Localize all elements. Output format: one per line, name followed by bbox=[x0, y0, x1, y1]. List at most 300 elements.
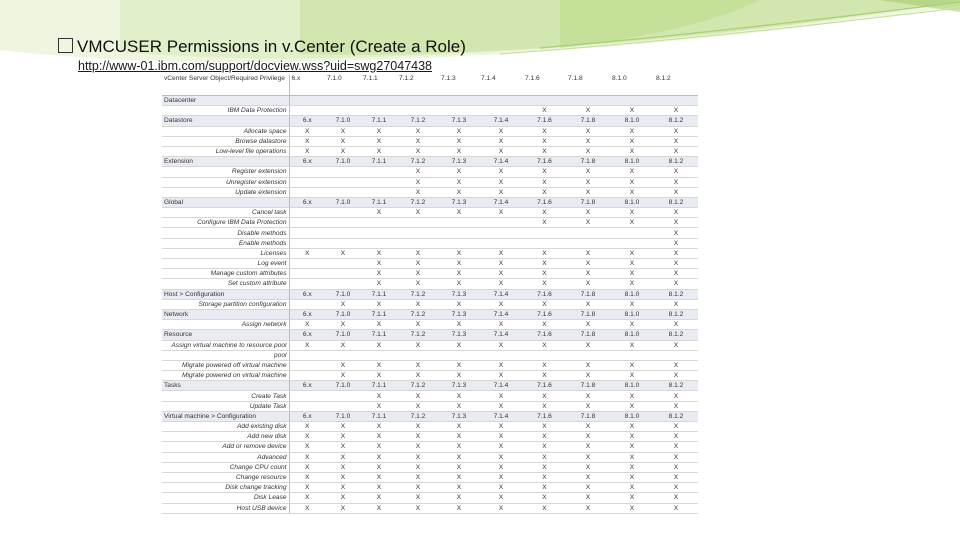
privilege-row bbox=[162, 218, 698, 228]
permissions-table bbox=[162, 75, 698, 514]
slide-title bbox=[58, 37, 466, 57]
permission-cell: X bbox=[439, 299, 479, 309]
permission-cell: 7.1.6 bbox=[523, 309, 566, 319]
permission-cell: 8.1.0 bbox=[610, 157, 654, 167]
permission-cell: X bbox=[479, 259, 523, 269]
permission-cell bbox=[566, 238, 610, 248]
permission-cell: X bbox=[523, 442, 566, 452]
permission-cell: X bbox=[610, 401, 654, 411]
permission-cell: X bbox=[361, 371, 397, 381]
permission-cell: X bbox=[566, 106, 610, 116]
privilege-row bbox=[162, 279, 698, 289]
permission-cell: X bbox=[361, 136, 397, 146]
permission-cell: X bbox=[523, 136, 566, 146]
permission-cell: X bbox=[523, 391, 566, 401]
privilege-name: Register extension bbox=[162, 167, 289, 177]
privilege-name: Storage partition configuration bbox=[162, 299, 289, 309]
permission-cell: X bbox=[610, 493, 654, 503]
permission-cell: 8.1.0 bbox=[610, 289, 654, 299]
permission-cell bbox=[325, 391, 361, 401]
permission-cell: X bbox=[654, 483, 698, 493]
category-row bbox=[162, 289, 698, 299]
permission-cell: X bbox=[654, 371, 698, 381]
permission-cell: 7.1.4 bbox=[479, 157, 523, 167]
permission-cell bbox=[289, 269, 325, 279]
permission-cell: X bbox=[361, 340, 397, 350]
permission-cell: X bbox=[654, 208, 698, 218]
permission-cell: X bbox=[439, 177, 479, 187]
permission-cell bbox=[361, 96, 397, 106]
privilege-row bbox=[162, 442, 698, 452]
permission-cell: X bbox=[397, 391, 439, 401]
permission-cell bbox=[361, 218, 397, 228]
permission-cell: 7.1.6 bbox=[523, 381, 566, 391]
permission-cell: 8.1.0 bbox=[610, 197, 654, 207]
privilege-name: Set custom attribute bbox=[162, 279, 289, 289]
permission-cell bbox=[397, 96, 439, 106]
permission-cell: X bbox=[654, 452, 698, 462]
category-row bbox=[162, 309, 698, 319]
permission-cell: X bbox=[523, 340, 566, 350]
permission-cell bbox=[439, 238, 479, 248]
permission-cell: 7.1.0 bbox=[325, 330, 361, 340]
version-header-cell: 7.1.0 bbox=[325, 75, 361, 96]
permission-cell: 7.1.8 bbox=[566, 411, 610, 421]
permission-cell: X bbox=[479, 462, 523, 472]
permission-cell: X bbox=[654, 218, 698, 228]
permission-cell: X bbox=[566, 340, 610, 350]
permission-cell: X bbox=[289, 483, 325, 493]
permission-cell: X bbox=[654, 228, 698, 238]
permission-cell: X bbox=[479, 187, 523, 197]
privilege-name: Add existing disk bbox=[162, 422, 289, 432]
permission-cell: 8.1.2 bbox=[654, 289, 698, 299]
permission-cell: 8.1.2 bbox=[654, 309, 698, 319]
permission-cell: X bbox=[289, 472, 325, 482]
permission-cell: 7.1.2 bbox=[397, 411, 439, 421]
permission-cell: X bbox=[523, 177, 566, 187]
permission-cell: 7.1.8 bbox=[566, 116, 610, 126]
category-row bbox=[162, 330, 698, 340]
permission-cell: X bbox=[523, 493, 566, 503]
permission-cell bbox=[523, 238, 566, 248]
permission-cell bbox=[325, 259, 361, 269]
category-name: Global bbox=[162, 197, 289, 207]
permission-cell: X bbox=[654, 401, 698, 411]
permission-cell: 8.1.0 bbox=[610, 309, 654, 319]
permission-cell: 7.1.4 bbox=[479, 197, 523, 207]
permission-cell: 7.1.6 bbox=[523, 289, 566, 299]
permission-cell: 8.1.2 bbox=[654, 411, 698, 421]
permission-cell: 7.1.1 bbox=[361, 381, 397, 391]
permission-cell: 7.1.2 bbox=[397, 116, 439, 126]
permission-cell: X bbox=[610, 187, 654, 197]
permission-cell bbox=[654, 96, 698, 106]
permission-cell: 8.1.2 bbox=[654, 197, 698, 207]
permission-cell: 8.1.0 bbox=[610, 330, 654, 340]
permission-cell: X bbox=[610, 177, 654, 187]
permission-cell: 6.x bbox=[289, 116, 325, 126]
permission-cell: X bbox=[361, 401, 397, 411]
privilege-row bbox=[162, 432, 698, 442]
permission-cell: X bbox=[479, 422, 523, 432]
permission-cell: 7.1.4 bbox=[479, 116, 523, 126]
permission-cell: X bbox=[654, 360, 698, 370]
permission-cell: X bbox=[610, 452, 654, 462]
permission-cell: X bbox=[361, 442, 397, 452]
permission-cell: 7.1.3 bbox=[439, 381, 479, 391]
permission-cell: X bbox=[361, 320, 397, 330]
category-name: Extension bbox=[162, 157, 289, 167]
permission-cell bbox=[397, 350, 439, 360]
permission-cell: 6.x bbox=[289, 411, 325, 421]
privilege-name: Change CPU count bbox=[162, 462, 289, 472]
permission-cell: X bbox=[397, 167, 439, 177]
permission-cell: X bbox=[654, 238, 698, 248]
permission-cell: X bbox=[439, 146, 479, 156]
permission-cell bbox=[361, 187, 397, 197]
permission-cell: X bbox=[523, 167, 566, 177]
privilege-row bbox=[162, 360, 698, 370]
privilege-name: Host USB device bbox=[162, 503, 289, 513]
permission-cell: X bbox=[566, 401, 610, 411]
permission-cell: X bbox=[439, 371, 479, 381]
permission-cell: X bbox=[566, 472, 610, 482]
permission-cell: X bbox=[610, 483, 654, 493]
permission-cell: X bbox=[325, 360, 361, 370]
category-row bbox=[162, 96, 698, 106]
permission-cell: X bbox=[289, 136, 325, 146]
privilege-name: Cancel task bbox=[162, 208, 289, 218]
privilege-row bbox=[162, 350, 698, 360]
category-name: Tasks bbox=[162, 381, 289, 391]
permission-cell: X bbox=[439, 503, 479, 513]
permission-cell: X bbox=[289, 503, 325, 513]
permission-cell bbox=[325, 350, 361, 360]
permission-cell: X bbox=[610, 462, 654, 472]
permission-cell: X bbox=[397, 422, 439, 432]
permission-cell bbox=[289, 401, 325, 411]
category-row bbox=[162, 197, 698, 207]
permission-cell bbox=[289, 106, 325, 116]
privilege-row bbox=[162, 177, 698, 187]
permission-cell: X bbox=[325, 462, 361, 472]
permission-cell: 8.1.2 bbox=[654, 330, 698, 340]
permission-cell: X bbox=[361, 126, 397, 136]
privilege-name: pool bbox=[162, 350, 289, 360]
permission-cell: X bbox=[439, 462, 479, 472]
permission-cell: X bbox=[361, 462, 397, 472]
permission-cell bbox=[325, 96, 361, 106]
bullet-box-icon bbox=[58, 38, 73, 53]
permission-cell: X bbox=[361, 503, 397, 513]
version-header-cell: 8.1.2 bbox=[654, 75, 698, 96]
permission-cell: X bbox=[654, 136, 698, 146]
permission-cell: X bbox=[439, 248, 479, 258]
permission-cell: 8.1.2 bbox=[654, 157, 698, 167]
privilege-row bbox=[162, 422, 698, 432]
permission-cell bbox=[289, 299, 325, 309]
permission-cell: 7.1.4 bbox=[479, 411, 523, 421]
privilege-name: Log event bbox=[162, 259, 289, 269]
permission-cell: X bbox=[479, 126, 523, 136]
slide-title-text: VMCUSER Permissions in v.Center (Create a Role) bbox=[77, 37, 466, 56]
permission-cell: 7.1.2 bbox=[397, 309, 439, 319]
permission-cell: X bbox=[439, 136, 479, 146]
permission-cell: X bbox=[289, 493, 325, 503]
category-name: Datacenter bbox=[162, 96, 289, 106]
permission-cell: 7.1.4 bbox=[479, 381, 523, 391]
permission-cell: X bbox=[610, 126, 654, 136]
permission-cell: X bbox=[654, 126, 698, 136]
permission-cell: X bbox=[523, 472, 566, 482]
permission-cell: X bbox=[479, 493, 523, 503]
privilege-row bbox=[162, 238, 698, 248]
permission-cell bbox=[325, 187, 361, 197]
privilege-name: Migrate powered on virtual machine bbox=[162, 371, 289, 381]
permission-cell: X bbox=[439, 472, 479, 482]
permission-cell: X bbox=[610, 472, 654, 482]
permission-cell: X bbox=[654, 320, 698, 330]
permission-cell: X bbox=[439, 279, 479, 289]
permission-cell: X bbox=[479, 136, 523, 146]
permission-cell: 7.1.8 bbox=[566, 157, 610, 167]
permission-cell: 7.1.1 bbox=[361, 157, 397, 167]
privilege-name: Licenses bbox=[162, 248, 289, 258]
permission-cell bbox=[325, 167, 361, 177]
permission-cell: X bbox=[479, 279, 523, 289]
category-name: Host > Configuration bbox=[162, 289, 289, 299]
permission-cell: 6.x bbox=[289, 309, 325, 319]
permission-cell: X bbox=[325, 472, 361, 482]
permission-cell: 7.1.2 bbox=[397, 330, 439, 340]
privilege-row bbox=[162, 452, 698, 462]
permission-cell bbox=[523, 96, 566, 106]
permission-cell: X bbox=[610, 422, 654, 432]
version-header-cell: 7.1.2 bbox=[397, 75, 439, 96]
permission-cell: X bbox=[289, 432, 325, 442]
privilege-row bbox=[162, 320, 698, 330]
permission-cell: 7.1.2 bbox=[397, 289, 439, 299]
category-row bbox=[162, 381, 698, 391]
privilege-name: Disk Lease bbox=[162, 493, 289, 503]
permission-cell: 7.1.6 bbox=[523, 157, 566, 167]
permission-cell: X bbox=[361, 279, 397, 289]
permission-cell: X bbox=[397, 462, 439, 472]
ibm-support-link[interactable]: http://www-01.ibm.com/support/docview.wss?uid=swg27047438 bbox=[78, 59, 433, 73]
privilege-name: Disk change tracking bbox=[162, 483, 289, 493]
permission-cell: 7.1.6 bbox=[523, 116, 566, 126]
permission-cell: 7.1.8 bbox=[566, 330, 610, 340]
permission-cell bbox=[289, 177, 325, 187]
permission-cell: 6.x bbox=[289, 289, 325, 299]
permission-cell: 8.1.0 bbox=[610, 381, 654, 391]
privilege-name: Configure IBM Data Protection bbox=[162, 218, 289, 228]
permission-cell: 7.1.8 bbox=[566, 381, 610, 391]
privilege-row bbox=[162, 483, 698, 493]
permission-cell bbox=[361, 228, 397, 238]
permission-cell: X bbox=[654, 340, 698, 350]
permission-cell: X bbox=[361, 391, 397, 401]
permission-cell: X bbox=[479, 299, 523, 309]
permission-cell: 7.1.3 bbox=[439, 411, 479, 421]
privilege-row bbox=[162, 299, 698, 309]
permission-cell: X bbox=[610, 146, 654, 156]
permission-cell: X bbox=[289, 462, 325, 472]
permission-cell bbox=[439, 228, 479, 238]
permission-cell: 7.1.2 bbox=[397, 381, 439, 391]
privilege-name: Update Task bbox=[162, 401, 289, 411]
privilege-row bbox=[162, 248, 698, 258]
category-name: Resource bbox=[162, 330, 289, 340]
permission-cell: 7.1.4 bbox=[479, 330, 523, 340]
permission-cell bbox=[610, 228, 654, 238]
permission-cell: X bbox=[479, 177, 523, 187]
permission-cell: X bbox=[361, 248, 397, 258]
permission-cell bbox=[325, 401, 361, 411]
permission-cell: X bbox=[361, 452, 397, 462]
permission-cell: X bbox=[325, 452, 361, 462]
privilege-name: Disable methods bbox=[162, 228, 289, 238]
permission-cell: 8.1.2 bbox=[654, 116, 698, 126]
permission-cell: X bbox=[289, 452, 325, 462]
permission-cell: X bbox=[610, 279, 654, 289]
permission-cell: X bbox=[397, 340, 439, 350]
permission-cell: X bbox=[523, 320, 566, 330]
permission-cell: X bbox=[439, 391, 479, 401]
permission-cell: X bbox=[610, 360, 654, 370]
permission-cell: X bbox=[523, 299, 566, 309]
permission-cell: X bbox=[523, 462, 566, 472]
permission-cell bbox=[610, 96, 654, 106]
permission-cell: X bbox=[566, 248, 610, 258]
privilege-row bbox=[162, 462, 698, 472]
permission-cell: 7.1.3 bbox=[439, 116, 479, 126]
permission-cell: X bbox=[439, 320, 479, 330]
permission-cell: X bbox=[397, 493, 439, 503]
permission-cell: X bbox=[566, 493, 610, 503]
header-privilege-label: vCenter Server Object/Required Privilege bbox=[162, 75, 289, 96]
permission-cell: X bbox=[523, 401, 566, 411]
permission-cell: 7.1.8 bbox=[566, 197, 610, 207]
permission-cell: X bbox=[479, 442, 523, 452]
permission-cell: X bbox=[361, 146, 397, 156]
permission-cell: X bbox=[610, 432, 654, 442]
privilege-name: Enable methods bbox=[162, 238, 289, 248]
permission-cell: X bbox=[397, 126, 439, 136]
privilege-row bbox=[162, 136, 698, 146]
permission-cell: X bbox=[566, 360, 610, 370]
permission-cell: 8.1.2 bbox=[654, 381, 698, 391]
permission-cell: X bbox=[397, 269, 439, 279]
permission-cell: X bbox=[325, 371, 361, 381]
permission-cell: X bbox=[566, 259, 610, 269]
permission-cell: X bbox=[361, 269, 397, 279]
permission-cell: X bbox=[361, 432, 397, 442]
permission-cell: X bbox=[397, 259, 439, 269]
permission-cell: X bbox=[654, 259, 698, 269]
permission-cell: X bbox=[654, 167, 698, 177]
permission-cell: X bbox=[439, 401, 479, 411]
permission-cell bbox=[566, 228, 610, 238]
permission-cell: X bbox=[654, 503, 698, 513]
privilege-row bbox=[162, 493, 698, 503]
permission-cell bbox=[289, 238, 325, 248]
permission-cell: X bbox=[479, 472, 523, 482]
permission-cell: X bbox=[325, 136, 361, 146]
permission-cell bbox=[289, 371, 325, 381]
category-name: Virtual machine > Configuration bbox=[162, 411, 289, 421]
permission-cell: X bbox=[361, 299, 397, 309]
permission-cell: X bbox=[566, 279, 610, 289]
permission-cell: X bbox=[566, 218, 610, 228]
permission-cell: 7.1.3 bbox=[439, 197, 479, 207]
permission-cell: X bbox=[325, 442, 361, 452]
permission-cell: 7.1.6 bbox=[523, 197, 566, 207]
permission-cell: X bbox=[325, 493, 361, 503]
permission-cell bbox=[654, 350, 698, 360]
permission-cell: X bbox=[523, 146, 566, 156]
permission-cell: X bbox=[397, 371, 439, 381]
permission-cell: X bbox=[654, 391, 698, 401]
privilege-row bbox=[162, 167, 698, 177]
permission-cell: X bbox=[523, 208, 566, 218]
permission-cell: X bbox=[439, 422, 479, 432]
permission-cell: X bbox=[654, 493, 698, 503]
permission-cell: X bbox=[439, 360, 479, 370]
permission-cell: X bbox=[610, 340, 654, 350]
permission-cell: X bbox=[566, 422, 610, 432]
permission-cell bbox=[289, 350, 325, 360]
permission-cell: 7.1.8 bbox=[566, 289, 610, 299]
permission-cell bbox=[325, 218, 361, 228]
permission-cell: 6.x bbox=[289, 381, 325, 391]
permission-cell: X bbox=[479, 269, 523, 279]
privilege-name: Assign network bbox=[162, 320, 289, 330]
permission-cell: 7.1.1 bbox=[361, 309, 397, 319]
permission-cell: X bbox=[397, 483, 439, 493]
permission-cell: X bbox=[479, 146, 523, 156]
permission-cell: X bbox=[566, 391, 610, 401]
permission-cell: X bbox=[289, 442, 325, 452]
permission-cell: X bbox=[397, 208, 439, 218]
privilege-row bbox=[162, 208, 698, 218]
privilege-name: Add or remove device bbox=[162, 442, 289, 452]
permission-cell bbox=[289, 167, 325, 177]
category-row bbox=[162, 157, 698, 167]
permission-cell: X bbox=[289, 422, 325, 432]
permission-cell: X bbox=[654, 432, 698, 442]
permission-cell: 7.1.3 bbox=[439, 289, 479, 299]
permission-cell: X bbox=[566, 452, 610, 462]
permission-cell bbox=[289, 96, 325, 106]
permission-cell: X bbox=[610, 320, 654, 330]
permission-cell: X bbox=[397, 503, 439, 513]
privilege-name: Manage custom attributes bbox=[162, 269, 289, 279]
permission-cell: 7.1.1 bbox=[361, 411, 397, 421]
permission-cell: X bbox=[523, 259, 566, 269]
permission-cell: X bbox=[654, 299, 698, 309]
version-header-cell: 7.1.1 bbox=[361, 75, 397, 96]
permission-cell bbox=[289, 279, 325, 289]
permission-cell: X bbox=[479, 483, 523, 493]
version-header-cell: 7.1.8 bbox=[566, 75, 610, 96]
permission-cell bbox=[523, 228, 566, 238]
permission-cell: X bbox=[654, 146, 698, 156]
permission-cell: 7.1.6 bbox=[523, 330, 566, 340]
permission-cell: X bbox=[361, 422, 397, 432]
permission-cell: X bbox=[397, 177, 439, 187]
